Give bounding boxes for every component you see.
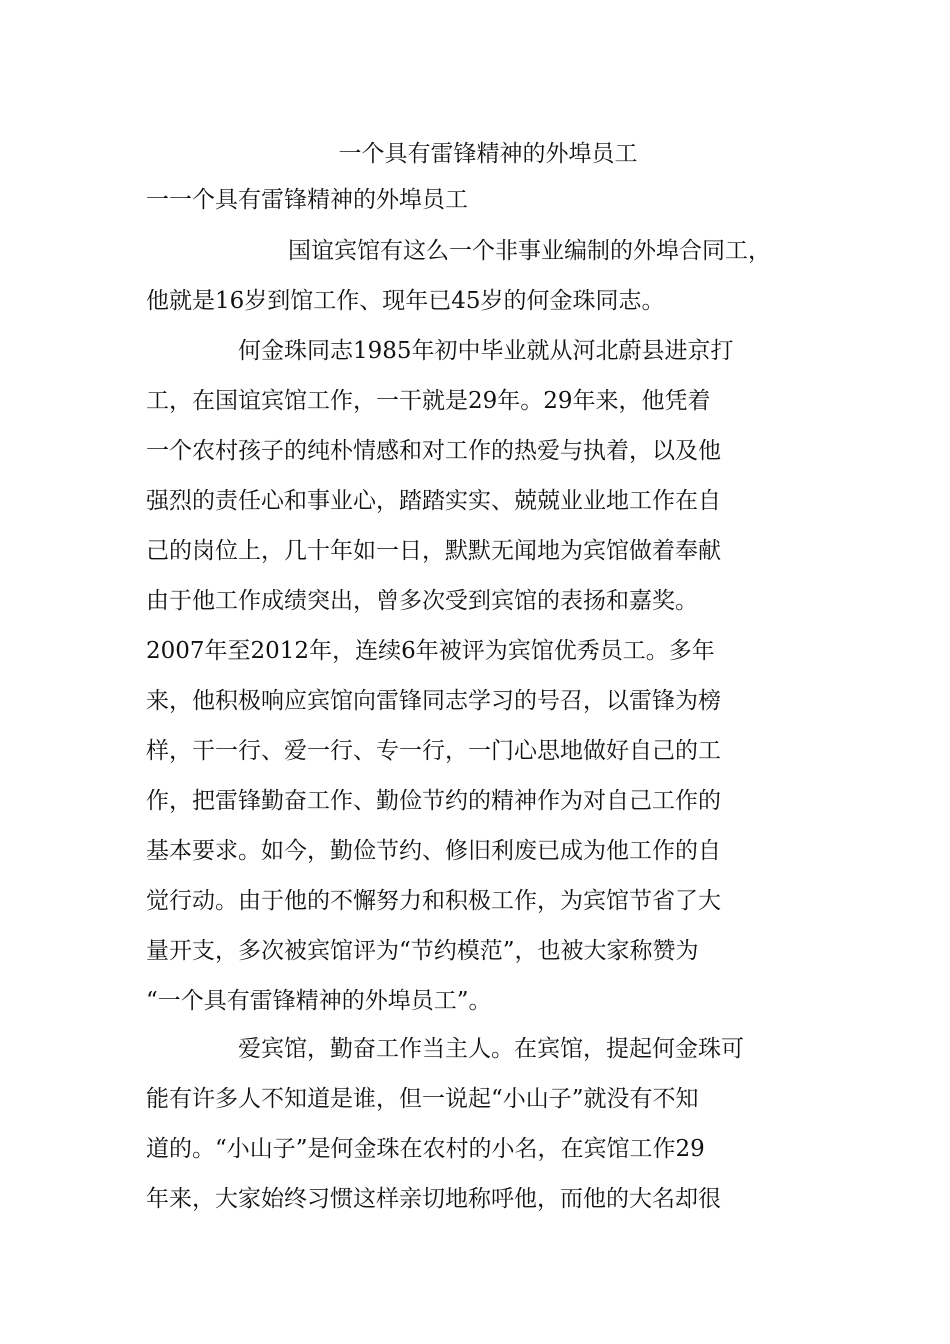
paragraph-line: 工，在国谊宾馆工作，一干就是29年。29年来，他凭着 [146,388,711,414]
paragraph-line: 年来，大家始终习惯这样亲切地称呼他，而他的大名却很 [146,1186,721,1212]
paragraph-line: “一个具有雷锋精神的外埠员工”。 [146,988,492,1014]
paragraph-line: 量开支，多次被宾馆评为“节约模范”，也被大家称赞为 [146,938,699,964]
paragraph-line: 由于他工作成绩突出，曾多次受到宾馆的表扬和嘉奖。 [146,588,698,614]
document-title: 一个具有雷锋精神的外埠员工 [338,141,638,167]
paragraph-line: 何金珠同志1985年初中毕业就从河北蔚县进京打 [238,338,734,364]
paragraph-line: 样，干一行、爱一行、专一行，一门心思地做好自己的工 [146,738,721,764]
paragraph-line: 他就是16岁到馆工作、现年已45岁的何金珠同志。 [146,288,665,314]
paragraph-line: 一个农村孩子的纯朴情感和对工作的热爱与执着，以及他 [146,438,721,464]
paragraph-line: 觉行动。由于他的不懈努力和积极工作，为宾馆节省了大 [146,888,721,914]
paragraph-line: 国谊宾馆有这么一个非事业编制的外埠合同工， [288,238,771,264]
paragraph-line: 来，他积极响应宾馆向雷锋同志学习的号召，以雷锋为榜 [146,688,721,714]
paragraph-line: 己的岗位上，几十年如一日，默默无闻地为宾馆做着奉献 [146,538,721,564]
paragraph-line: 2007年至2012年，连续6年被评为宾馆优秀员工。多年 [146,638,715,664]
paragraph-line: 能有许多人不知道是谁，但一说起“小山子”就没有不知 [146,1086,699,1112]
paragraph-2 [146,326,816,1026]
paragraph-line: 基本要求。如今，勤俭节约、修旧利废已成为他工作的自 [146,838,721,864]
paragraph-1 [146,226,816,326]
paragraph-3 [146,1024,816,1224]
paragraph-line: 爱宾馆，勤奋工作当主人。在宾馆，提起何金珠可 [238,1036,744,1062]
document-subtitle: 一一个具有雷锋精神的外埠员工 [146,187,468,213]
paragraph-line: 道的。“小山子”是何金珠在农村的小名，在宾馆工作29 [146,1136,705,1162]
paragraph-line: 作，把雷锋勤奋工作、勤俭节约的精神作为对自己工作的 [146,788,721,814]
paragraph-line: 强烈的责任心和事业心，踏踏实实、兢兢业业地工作在自 [146,488,721,514]
